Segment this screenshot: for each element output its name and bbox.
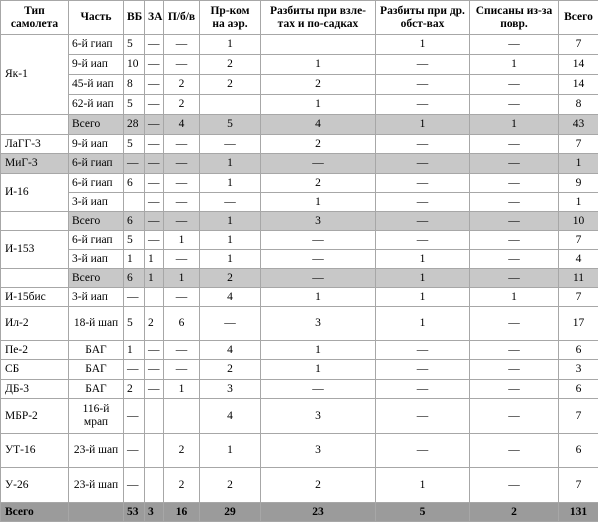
unit-cell: БАГ bbox=[69, 341, 124, 360]
header-za: ЗА bbox=[145, 1, 164, 35]
table-row bbox=[1, 288, 598, 307]
unit-cell: 45-й иап bbox=[69, 75, 124, 95]
subtotal-row bbox=[1, 115, 598, 135]
razb-dr-cell: — bbox=[376, 380, 470, 399]
header-spisany: Списаны из-за повр. bbox=[470, 1, 559, 35]
total-cell: 6 bbox=[559, 434, 598, 468]
vb-cell: 5 bbox=[124, 35, 145, 55]
za-cell bbox=[145, 434, 164, 468]
spisany-cell: — bbox=[470, 360, 559, 380]
prkom-cell: 1 bbox=[200, 174, 261, 193]
total-cell: 4 bbox=[559, 250, 598, 269]
razb-dr-cell: 1 bbox=[376, 115, 470, 135]
table-row bbox=[1, 231, 598, 250]
table-row bbox=[1, 95, 598, 115]
spisany-cell: — bbox=[470, 174, 559, 193]
subtotal-row bbox=[1, 212, 598, 231]
unit-cell: 3-й иап bbox=[69, 288, 124, 307]
razb-vzlet-cell: 2 bbox=[261, 174, 376, 193]
aircraft-type bbox=[1, 269, 69, 288]
unit-cell: 9-й иап bbox=[69, 135, 124, 154]
header-pbv: П/б/в bbox=[164, 1, 200, 35]
razb-vzlet-cell: 1 bbox=[261, 95, 376, 115]
total-cell: 3 bbox=[559, 360, 598, 380]
razb-dr-cell: — bbox=[376, 399, 470, 434]
pbv-cell: — bbox=[164, 360, 200, 380]
table-row bbox=[1, 55, 598, 75]
razb-vzlet-cell: 3 bbox=[261, 307, 376, 341]
vb-cell: — bbox=[124, 468, 145, 503]
spisany-cell: 1 bbox=[470, 115, 559, 135]
prkom-cell: 1 bbox=[200, 434, 261, 468]
pbv-cell: 2 bbox=[164, 95, 200, 115]
unit-cell: 6-й гиап bbox=[69, 154, 124, 174]
razb-vzlet-cell bbox=[261, 35, 376, 55]
za-cell: — bbox=[145, 115, 164, 135]
razb-dr-cell: 1 bbox=[376, 307, 470, 341]
prkom-cell: 5 bbox=[200, 115, 261, 135]
aircraft-type: ЛаГГ-3 bbox=[1, 135, 69, 154]
unit-cell: 6-й гиап bbox=[69, 35, 124, 55]
prkom-cell: — bbox=[200, 135, 261, 154]
table-row bbox=[1, 174, 598, 193]
prkom-cell: 3 bbox=[200, 380, 261, 399]
total-cell: 7 bbox=[559, 468, 598, 503]
unit-cell bbox=[69, 503, 124, 522]
razb-dr-cell: — bbox=[376, 434, 470, 468]
aircraft-type: УТ-16 bbox=[1, 434, 69, 468]
prkom-cell: 2 bbox=[200, 55, 261, 75]
razb-dr-cell: — bbox=[376, 75, 470, 95]
razb-dr-cell: — bbox=[376, 174, 470, 193]
prkom-cell: 4 bbox=[200, 399, 261, 434]
spisany-cell: — bbox=[470, 434, 559, 468]
table-row bbox=[1, 75, 598, 95]
razb-vzlet-cell: 1 bbox=[261, 288, 376, 307]
aircraft-type: Пе-2 bbox=[1, 341, 69, 360]
razb-vzlet-cell: — bbox=[261, 269, 376, 288]
vb-cell: 53 bbox=[124, 503, 145, 522]
table-row bbox=[1, 399, 598, 434]
table-row bbox=[1, 250, 598, 269]
za-cell bbox=[145, 399, 164, 434]
pbv-cell: 2 bbox=[164, 75, 200, 95]
razb-dr-cell: 1 bbox=[376, 269, 470, 288]
razb-dr-cell: 1 bbox=[376, 468, 470, 503]
razb-dr-cell: — bbox=[376, 154, 470, 174]
spisany-cell: — bbox=[470, 307, 559, 341]
grand-total-label: Всего bbox=[1, 503, 69, 522]
unit-cell: 116-й мрап bbox=[69, 399, 124, 434]
pbv-cell: — bbox=[164, 341, 200, 360]
razb-vzlet-cell: 3 bbox=[261, 434, 376, 468]
total-cell: 1 bbox=[559, 154, 598, 174]
total-cell: 7 bbox=[559, 231, 598, 250]
prkom-cell: 2 bbox=[200, 269, 261, 288]
spisany-cell: 1 bbox=[470, 288, 559, 307]
razb-vzlet-cell: — bbox=[261, 154, 376, 174]
vb-cell: 8 bbox=[124, 75, 145, 95]
aircraft-type: МиГ-3 bbox=[1, 154, 69, 174]
table-row bbox=[1, 468, 598, 503]
spisany-cell: — bbox=[470, 95, 559, 115]
razb-vzlet-cell: 2 bbox=[261, 468, 376, 503]
spisany-cell: — bbox=[470, 75, 559, 95]
table-row bbox=[1, 434, 598, 468]
pbv-cell: 2 bbox=[164, 468, 200, 503]
razb-dr-cell: — bbox=[376, 95, 470, 115]
za-cell bbox=[145, 468, 164, 503]
table-row bbox=[1, 380, 598, 399]
header-type: Тип самолета bbox=[1, 1, 69, 35]
aircraft-type: ДБ-3 bbox=[1, 380, 69, 399]
za-cell: — bbox=[145, 360, 164, 380]
spisany-cell: — bbox=[470, 193, 559, 212]
total-cell: 7 bbox=[559, 288, 598, 307]
spisany-cell: — bbox=[470, 212, 559, 231]
za-cell: — bbox=[145, 35, 164, 55]
spisany-cell: — bbox=[470, 35, 559, 55]
spisany-cell: — bbox=[470, 269, 559, 288]
za-cell: — bbox=[145, 380, 164, 399]
pbv-cell bbox=[164, 399, 200, 434]
prkom-cell: 4 bbox=[200, 288, 261, 307]
prkom-cell: — bbox=[200, 307, 261, 341]
za-cell: — bbox=[145, 341, 164, 360]
za-cell: 3 bbox=[145, 503, 164, 522]
table-row bbox=[1, 307, 598, 341]
prkom-cell bbox=[200, 95, 261, 115]
razb-vzlet-cell: 1 bbox=[261, 341, 376, 360]
za-cell: — bbox=[145, 212, 164, 231]
grand-total-row bbox=[1, 503, 598, 522]
za-cell: — bbox=[145, 75, 164, 95]
pbv-cell: 2 bbox=[164, 434, 200, 468]
aircraft-type: И-16 bbox=[1, 174, 69, 212]
pbv-cell: — bbox=[164, 288, 200, 307]
pbv-cell: 1 bbox=[164, 380, 200, 399]
prkom-cell: — bbox=[200, 193, 261, 212]
prkom-cell: 4 bbox=[200, 341, 261, 360]
prkom-cell: 29 bbox=[200, 503, 261, 522]
header-unit: Часть bbox=[69, 1, 124, 35]
unit-cell: Всего bbox=[69, 115, 124, 135]
pbv-cell: — bbox=[164, 193, 200, 212]
razb-vzlet-cell: 3 bbox=[261, 212, 376, 231]
total-cell: 10 bbox=[559, 212, 598, 231]
pbv-cell: 1 bbox=[164, 269, 200, 288]
unit-cell: 9-й иап bbox=[69, 55, 124, 75]
vb-cell: 5 bbox=[124, 307, 145, 341]
pbv-cell: — bbox=[164, 154, 200, 174]
vb-cell: 10 bbox=[124, 55, 145, 75]
unit-cell: 18-й шап bbox=[69, 307, 124, 341]
prkom-cell: 1 bbox=[200, 154, 261, 174]
pbv-cell: 16 bbox=[164, 503, 200, 522]
spisany-cell: — bbox=[470, 380, 559, 399]
table-row bbox=[1, 360, 598, 380]
spisany-cell: 2 bbox=[470, 503, 559, 522]
table-row bbox=[1, 154, 598, 174]
aircraft-type: МБР-2 bbox=[1, 399, 69, 434]
razb-dr-cell: 5 bbox=[376, 503, 470, 522]
razb-vzlet-cell: 3 bbox=[261, 399, 376, 434]
razb-dr-cell: 1 bbox=[376, 288, 470, 307]
pbv-cell: — bbox=[164, 135, 200, 154]
aircraft-type bbox=[1, 115, 69, 135]
unit-cell: БАГ bbox=[69, 360, 124, 380]
razb-vzlet-cell: — bbox=[261, 250, 376, 269]
spisany-cell: — bbox=[470, 154, 559, 174]
total-cell: 14 bbox=[559, 55, 598, 75]
header-prkom: Пр-ком на аэр. bbox=[200, 1, 261, 35]
razb-vzlet-cell: 2 bbox=[261, 135, 376, 154]
total-cell: 131 bbox=[559, 503, 598, 522]
razb-dr-cell: — bbox=[376, 360, 470, 380]
vb-cell: — bbox=[124, 434, 145, 468]
aircraft-type: И-15бис bbox=[1, 288, 69, 307]
table-row bbox=[1, 193, 598, 212]
unit-cell: 6-й гиап bbox=[69, 174, 124, 193]
prkom-cell: 1 bbox=[200, 231, 261, 250]
razb-dr-cell: 1 bbox=[376, 35, 470, 55]
spisany-cell: — bbox=[470, 250, 559, 269]
aircraft-type: Як-1 bbox=[1, 35, 69, 115]
pbv-cell: — bbox=[164, 250, 200, 269]
total-cell: 7 bbox=[559, 35, 598, 55]
header-row bbox=[1, 1, 598, 35]
pbv-cell: — bbox=[164, 55, 200, 75]
total-cell: 9 bbox=[559, 174, 598, 193]
vb-cell: 6 bbox=[124, 174, 145, 193]
unit-cell: Всего bbox=[69, 269, 124, 288]
total-cell: 8 bbox=[559, 95, 598, 115]
header-razb-dr: Разбиты при др. обст-вах bbox=[376, 1, 470, 35]
razb-vzlet-cell: 1 bbox=[261, 360, 376, 380]
aircraft-type: СБ bbox=[1, 360, 69, 380]
aircraft-type bbox=[1, 212, 69, 231]
pbv-cell: 1 bbox=[164, 231, 200, 250]
unit-cell: 3-й иап bbox=[69, 193, 124, 212]
aircraft-type: У-26 bbox=[1, 468, 69, 503]
spisany-cell: — bbox=[470, 135, 559, 154]
razb-vzlet-cell: 1 bbox=[261, 193, 376, 212]
vb-cell: — bbox=[124, 288, 145, 307]
unit-cell: БАГ bbox=[69, 380, 124, 399]
vb-cell: 28 bbox=[124, 115, 145, 135]
vb-cell: 6 bbox=[124, 212, 145, 231]
spisany-cell: 1 bbox=[470, 55, 559, 75]
spisany-cell: — bbox=[470, 231, 559, 250]
table-row bbox=[1, 341, 598, 360]
vb-cell bbox=[124, 193, 145, 212]
prkom-cell: 2 bbox=[200, 75, 261, 95]
pbv-cell: — bbox=[164, 212, 200, 231]
razb-dr-cell: — bbox=[376, 55, 470, 75]
aircraft-type: Ил-2 bbox=[1, 307, 69, 341]
prkom-cell: 2 bbox=[200, 360, 261, 380]
za-cell: — bbox=[145, 135, 164, 154]
unit-cell: 6-й гиап bbox=[69, 231, 124, 250]
total-cell: 7 bbox=[559, 135, 598, 154]
vb-cell: 5 bbox=[124, 95, 145, 115]
spisany-cell: — bbox=[470, 341, 559, 360]
razb-dr-cell: — bbox=[376, 231, 470, 250]
za-cell: — bbox=[145, 231, 164, 250]
header-total: Всего bbox=[559, 1, 598, 35]
vb-cell: 5 bbox=[124, 135, 145, 154]
vb-cell: 5 bbox=[124, 231, 145, 250]
prkom-cell: 1 bbox=[200, 212, 261, 231]
header-razb-vzlet: Разбиты при взле-тах и по-садках bbox=[261, 1, 376, 35]
razb-vzlet-cell: 23 bbox=[261, 503, 376, 522]
za-cell: — bbox=[145, 193, 164, 212]
za-cell: — bbox=[145, 95, 164, 115]
za-cell bbox=[145, 288, 164, 307]
za-cell: 2 bbox=[145, 307, 164, 341]
spisany-cell: — bbox=[470, 399, 559, 434]
total-cell: 14 bbox=[559, 75, 598, 95]
total-cell: 6 bbox=[559, 341, 598, 360]
unit-cell: 23-й шап bbox=[69, 434, 124, 468]
subtotal-row bbox=[1, 269, 598, 288]
za-cell: 1 bbox=[145, 250, 164, 269]
vb-cell: — bbox=[124, 399, 145, 434]
total-cell: 6 bbox=[559, 380, 598, 399]
razb-vzlet-cell: — bbox=[261, 231, 376, 250]
vb-cell: 1 bbox=[124, 341, 145, 360]
total-cell: 43 bbox=[559, 115, 598, 135]
header-vb: ВБ bbox=[124, 1, 145, 35]
pbv-cell: — bbox=[164, 174, 200, 193]
vb-cell: — bbox=[124, 154, 145, 174]
pbv-cell: 6 bbox=[164, 307, 200, 341]
za-cell: — bbox=[145, 174, 164, 193]
razb-dr-cell: — bbox=[376, 341, 470, 360]
total-cell: 11 bbox=[559, 269, 598, 288]
vb-cell: 6 bbox=[124, 269, 145, 288]
vb-cell: — bbox=[124, 360, 145, 380]
za-cell: 1 bbox=[145, 269, 164, 288]
unit-cell: 3-й иап bbox=[69, 250, 124, 269]
razb-vzlet-cell: 2 bbox=[261, 75, 376, 95]
razb-vzlet-cell: 1 bbox=[261, 55, 376, 75]
za-cell: — bbox=[145, 154, 164, 174]
pbv-cell: — bbox=[164, 35, 200, 55]
pbv-cell: 4 bbox=[164, 115, 200, 135]
table-row bbox=[1, 135, 598, 154]
prkom-cell: 1 bbox=[200, 250, 261, 269]
unit-cell: 62-й иап bbox=[69, 95, 124, 115]
unit-cell: Всего bbox=[69, 212, 124, 231]
unit-cell: 23-й шап bbox=[69, 468, 124, 503]
razb-vzlet-cell: 4 bbox=[261, 115, 376, 135]
prkom-cell: 2 bbox=[200, 468, 261, 503]
razb-dr-cell: — bbox=[376, 212, 470, 231]
prkom-cell: 1 bbox=[200, 35, 261, 55]
total-cell: 7 bbox=[559, 399, 598, 434]
aircraft-type: И-153 bbox=[1, 231, 69, 269]
table-row bbox=[1, 35, 598, 55]
vb-cell: 1 bbox=[124, 250, 145, 269]
razb-dr-cell: — bbox=[376, 135, 470, 154]
razb-vzlet-cell: — bbox=[261, 380, 376, 399]
razb-dr-cell: 1 bbox=[376, 250, 470, 269]
za-cell: — bbox=[145, 55, 164, 75]
razb-dr-cell: — bbox=[376, 193, 470, 212]
vb-cell: 2 bbox=[124, 380, 145, 399]
total-cell: 17 bbox=[559, 307, 598, 341]
spisany-cell: — bbox=[470, 468, 559, 503]
total-cell: 1 bbox=[559, 193, 598, 212]
